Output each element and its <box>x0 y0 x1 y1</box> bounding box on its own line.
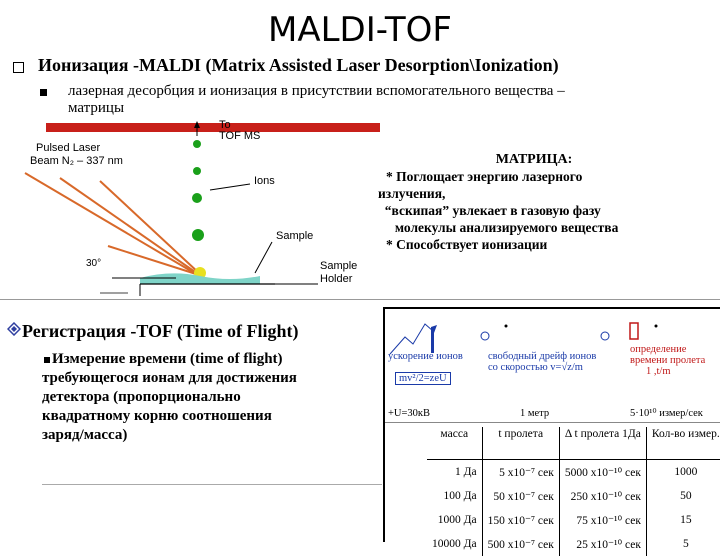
to-tof-label <box>219 120 260 142</box>
ion-cluster-icon <box>192 140 204 241</box>
tof-table <box>427 427 720 556</box>
cell-dt: 5000 x10⁻¹⁰ сек <box>559 460 646 485</box>
cell-mass: 1000 Да <box>437 514 477 526</box>
cell-t: 500 x10⁻⁷ сек <box>482 532 559 556</box>
page-title: MALDI-TOF <box>268 10 452 50</box>
holder-line-1: Sample <box>320 260 358 272</box>
cell-t: 5 x10⁻⁷ сек <box>482 460 559 485</box>
diamond-bullet-icon <box>7 322 21 336</box>
registration-line-2: требующегося ионам для достижения <box>42 370 297 386</box>
cell-dt: 25 x10⁻¹⁰ сек <box>559 532 646 556</box>
detect-label <box>630 344 705 377</box>
registration-line-5: заряд/масса) <box>42 427 128 443</box>
registration-line-3: детектора (пропорционально <box>42 389 241 405</box>
table-row <box>427 532 720 556</box>
header-dt-flight: Δ t пролета 1Да <box>559 427 646 460</box>
bottom-divider <box>42 484 382 485</box>
filled-bullet-icon <box>44 357 50 363</box>
tof-ms-label: TOF MS <box>219 130 261 142</box>
tof-panel <box>383 307 720 551</box>
table-row <box>427 460 720 485</box>
ions-label: Ions <box>254 175 275 187</box>
ionization-heading: Ионизация -MALDI (Matrix Assisted Laser Desorption\Ionization) <box>38 55 559 75</box>
detect-line-3: 1 ,t/m <box>646 366 671 377</box>
section-divider <box>0 299 720 300</box>
pulsed-laser-line-1: Pulsed Laser <box>36 142 101 154</box>
matrix-line-3: “вскипая” увлекает в газовую фазу <box>378 203 601 218</box>
cell-count: 15 <box>646 508 720 532</box>
pulsed-laser-label <box>30 142 123 168</box>
cell-count: 1000 <box>646 460 720 485</box>
ionization-sub-line-1: лазерная десорбция и ионизация в присутствии вспомогательного вещества – <box>68 83 565 99</box>
drift-line-2: со скоростью v=√z/m <box>488 362 583 373</box>
cell-count: 5 <box>646 532 720 556</box>
ionization-sub-line-2: матрицы <box>68 100 125 116</box>
header-t-flight: t пролета <box>482 427 559 460</box>
matrix-line-1: * Поглощает энергию лазерного <box>386 169 583 184</box>
panel-divider <box>385 422 720 423</box>
detect-line-2: времени пролета <box>630 355 706 366</box>
drift-line-1: свободный дрейф ионов <box>488 351 597 362</box>
matrix-line-4: молекулы анализируемого вещества <box>378 220 619 235</box>
sample-label: Sample <box>276 230 314 242</box>
cell-count: 50 <box>646 484 720 508</box>
angle-label: 30° <box>86 258 102 269</box>
cell-dt: 75 x10⁻¹⁰ сек <box>559 508 646 532</box>
laser-bar-icon <box>46 123 380 132</box>
matrix-line-5: * Способствует ионизации <box>386 237 548 252</box>
header-mass: масса <box>427 427 482 460</box>
length-label: 1 метр <box>520 408 550 419</box>
table-header-row <box>427 427 720 460</box>
holder-line-2: Holder <box>320 273 353 285</box>
drift-label <box>488 351 596 373</box>
cell-t: 150 x10⁻⁷ сек <box>482 508 559 532</box>
table-row <box>427 508 720 532</box>
registration-heading: Регистрация -TOF (Time of Flight) <box>22 321 299 341</box>
cell-mass: 10000 Да <box>432 538 477 550</box>
matrix-block <box>378 152 690 253</box>
cell-mass: 1 Да <box>455 466 477 478</box>
cell-mass: 100 Да <box>443 490 477 502</box>
to-label: To <box>219 119 231 131</box>
accel-label: ускорение ионов <box>388 351 463 362</box>
field-label: +U=30кВ <box>388 408 431 419</box>
filled-bullet-icon <box>40 89 47 96</box>
pulsed-laser-line-2: Beam N₂ – 337 nm <box>30 155 123 167</box>
measure-label: 5·10¹⁰ измер/сек <box>630 408 703 419</box>
table-row <box>427 484 720 508</box>
cell-t: 50 x10⁻⁷ сек <box>482 484 559 508</box>
cell-dt: 250 x10⁻¹⁰ сек <box>559 484 646 508</box>
accel-formula: mv²/2=zeU <box>395 372 451 385</box>
detect-line-1: определение <box>630 344 687 355</box>
square-bullet-icon <box>13 62 24 73</box>
matrix-line-2: излучения, <box>378 186 446 201</box>
matrix-title: МАТРИЦА: <box>495 152 573 167</box>
registration-line-4: квадратному корню соотношения <box>42 408 272 424</box>
registration-line-1: Измерение времени (time of flight) <box>52 351 283 367</box>
header-count: Кол-во измер. <box>646 427 720 460</box>
sample-holder-label <box>320 260 357 286</box>
